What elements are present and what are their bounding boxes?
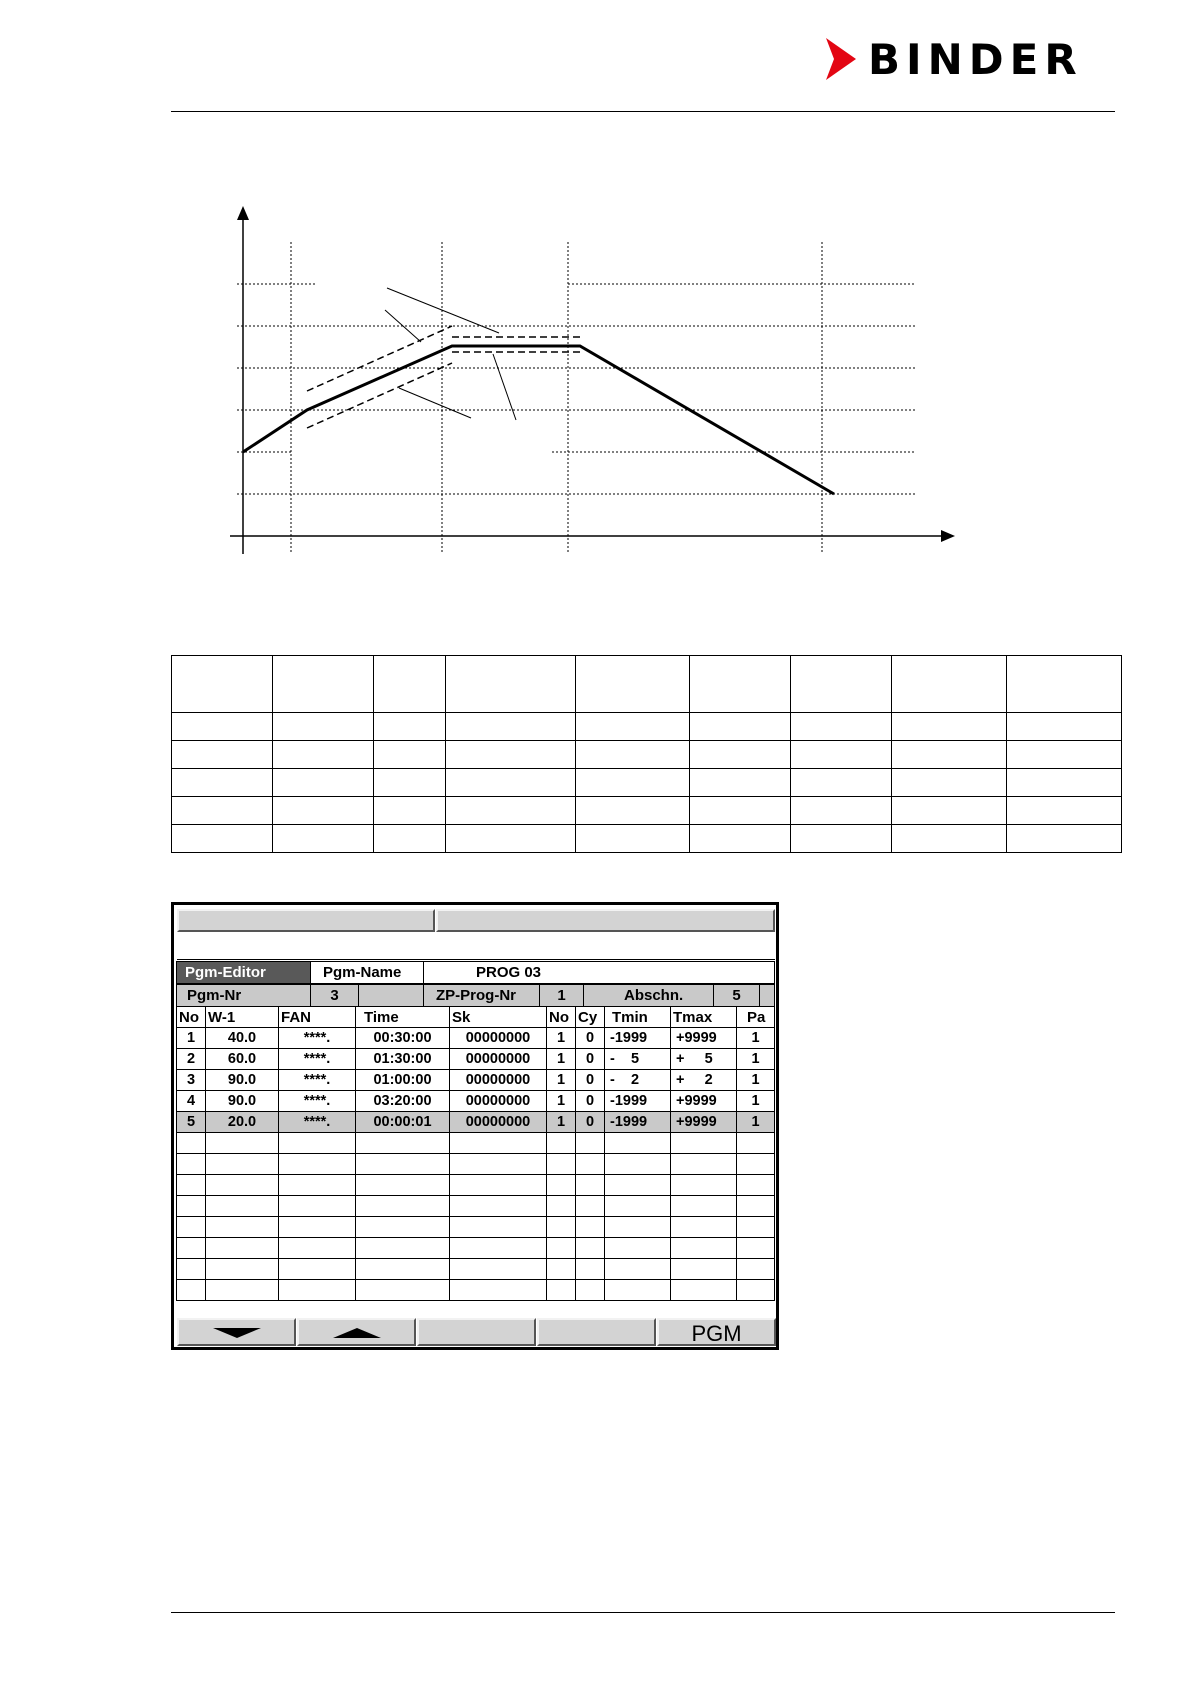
- table-row[interactable]: [177, 1028, 775, 1049]
- cell-time: 01:30:00: [356, 1049, 450, 1070]
- cell-no2: 1: [547, 1091, 576, 1112]
- binder-logo: [826, 35, 1116, 84]
- cell-cy: 0: [576, 1070, 605, 1091]
- cell-time: 03:20:00: [356, 1091, 450, 1112]
- col-header: Time: [356, 1007, 450, 1028]
- col-header: No: [177, 1007, 206, 1028]
- empty-row[interactable]: [177, 1133, 775, 1154]
- empty-row[interactable]: [177, 1154, 775, 1175]
- pgm-name-value[interactable]: PROG 03: [423, 961, 775, 984]
- table-header-row: [177, 1007, 775, 1028]
- table-row[interactable]: [177, 1049, 775, 1070]
- softkey-4[interactable]: [537, 1318, 656, 1346]
- scroll-up-button[interactable]: [297, 1318, 416, 1346]
- softkey-3[interactable]: [417, 1318, 536, 1346]
- table-row-selected[interactable]: [177, 1112, 775, 1133]
- cell-pa: 1: [737, 1091, 775, 1112]
- col-header: W-1: [206, 1007, 279, 1028]
- abschn-label: Abschn.: [583, 984, 714, 1007]
- zp-prog-nr-label: ZP-Prog-Nr: [423, 984, 540, 1007]
- col-header: FAN: [279, 1007, 356, 1028]
- col-header: Pa: [737, 1007, 775, 1028]
- brand-wordmark: BINDER: [868, 35, 1083, 84]
- binder-chevron-icon: [826, 38, 862, 80]
- cell-time: 00:30:00: [356, 1028, 450, 1049]
- pgm-button[interactable]: [657, 1318, 776, 1346]
- empty-row[interactable]: [177, 1280, 775, 1301]
- cell-pa: 1: [737, 1112, 775, 1133]
- pgm-editor-label: Pgm-Editor: [176, 961, 311, 984]
- pgm-nr-value[interactable]: 3: [310, 984, 359, 1007]
- abschn-value[interactable]: 5: [713, 984, 760, 1007]
- cell-no: 2: [177, 1049, 206, 1070]
- zp-prog-nr-value[interactable]: 1: [539, 984, 584, 1007]
- y-axis-arrow-icon: [237, 206, 249, 220]
- cell-no: 1: [177, 1028, 206, 1049]
- cell-cy: 0: [576, 1028, 605, 1049]
- header-rule: [171, 111, 1115, 112]
- cell-sk: 00000000: [450, 1091, 547, 1112]
- col-header: Tmax: [671, 1007, 737, 1028]
- top-softkey-right[interactable]: [436, 909, 775, 932]
- table-row[interactable]: [177, 1091, 775, 1112]
- cell-tmax: +9999: [671, 1091, 737, 1112]
- table-row[interactable]: [177, 1070, 775, 1091]
- abschn-spacer: [759, 984, 775, 1007]
- cell-tmin: -1999: [605, 1112, 671, 1133]
- cell-tmin: -1999: [605, 1091, 671, 1112]
- cell-cy: 0: [576, 1049, 605, 1070]
- cell-time: 01:00:00: [356, 1070, 450, 1091]
- cell-w1: 90.0: [206, 1070, 279, 1091]
- cell-w1: 40.0: [206, 1028, 279, 1049]
- arrow-down-icon: [213, 1328, 261, 1338]
- pgm-name-label: Pgm-Name: [310, 961, 424, 984]
- cell-tmin: -1999: [605, 1028, 671, 1049]
- cell-fan: ****.: [279, 1028, 356, 1049]
- cell-no: 5: [177, 1112, 206, 1133]
- cell-no2: 1: [547, 1028, 576, 1049]
- empty-row[interactable]: [177, 1217, 775, 1238]
- cell-fan: ****.: [279, 1112, 356, 1133]
- col-header: Cy: [576, 1007, 605, 1028]
- cell-pa: 1: [737, 1049, 775, 1070]
- pgm-nr-label: Pgm-Nr: [176, 984, 311, 1007]
- footer-rule: [171, 1612, 1115, 1613]
- cell-fan: ****.: [279, 1070, 356, 1091]
- empty-row[interactable]: [177, 1175, 775, 1196]
- x-axis-arrow-icon: [941, 530, 955, 542]
- blank-grid-table: [171, 655, 1122, 853]
- axes: [230, 216, 945, 554]
- cell-pa: 1: [737, 1028, 775, 1049]
- cell-sk: 00000000: [450, 1028, 547, 1049]
- cell-no2: 1: [547, 1049, 576, 1070]
- cell-no: 3: [177, 1070, 206, 1091]
- cell-fan: ****.: [279, 1049, 356, 1070]
- cell-no: 4: [177, 1091, 206, 1112]
- program-segment-table: [176, 1006, 775, 1301]
- cell-cy: 0: [576, 1112, 605, 1133]
- cell-time: 00:00:01: [356, 1112, 450, 1133]
- col-header: Sk: [450, 1007, 547, 1028]
- cell-pa: 1: [737, 1070, 775, 1091]
- cell-w1: 90.0: [206, 1091, 279, 1112]
- cell-tmax: +9999: [671, 1112, 737, 1133]
- pgm-button-label: PGM: [691, 1321, 742, 1346]
- top-softkey-left[interactable]: [177, 909, 435, 932]
- empty-row[interactable]: [177, 1259, 775, 1280]
- arrow-up-icon: [333, 1328, 381, 1338]
- col-header: No: [547, 1007, 576, 1028]
- cell-tmax: + 2: [671, 1070, 737, 1091]
- cell-fan: ****.: [279, 1091, 356, 1112]
- cell-tmax: +9999: [671, 1028, 737, 1049]
- cell-tmin: - 5: [605, 1049, 671, 1070]
- cell-w1: 60.0: [206, 1049, 279, 1070]
- cell-cy: 0: [576, 1091, 605, 1112]
- scroll-down-button[interactable]: [177, 1318, 296, 1346]
- program-editor-screen: [171, 902, 779, 1350]
- tolerance-band: [307, 326, 580, 428]
- empty-row[interactable]: [177, 1238, 775, 1259]
- pgm-nr-spacer: [358, 984, 424, 1007]
- callout-lines: [385, 288, 516, 420]
- cell-sk: 00000000: [450, 1112, 547, 1133]
- cell-tmax: + 5: [671, 1049, 737, 1070]
- cell-sk: 00000000: [450, 1070, 547, 1091]
- cell-tmin: - 2: [605, 1070, 671, 1091]
- cell-sk: 00000000: [450, 1049, 547, 1070]
- cell-w1: 20.0: [206, 1112, 279, 1133]
- col-header: Tmin: [605, 1007, 671, 1028]
- temperature-profile-diagram: [225, 206, 965, 566]
- cell-no2: 1: [547, 1112, 576, 1133]
- title-separator: [177, 959, 775, 960]
- empty-row[interactable]: [177, 1196, 775, 1217]
- cell-no2: 1: [547, 1070, 576, 1091]
